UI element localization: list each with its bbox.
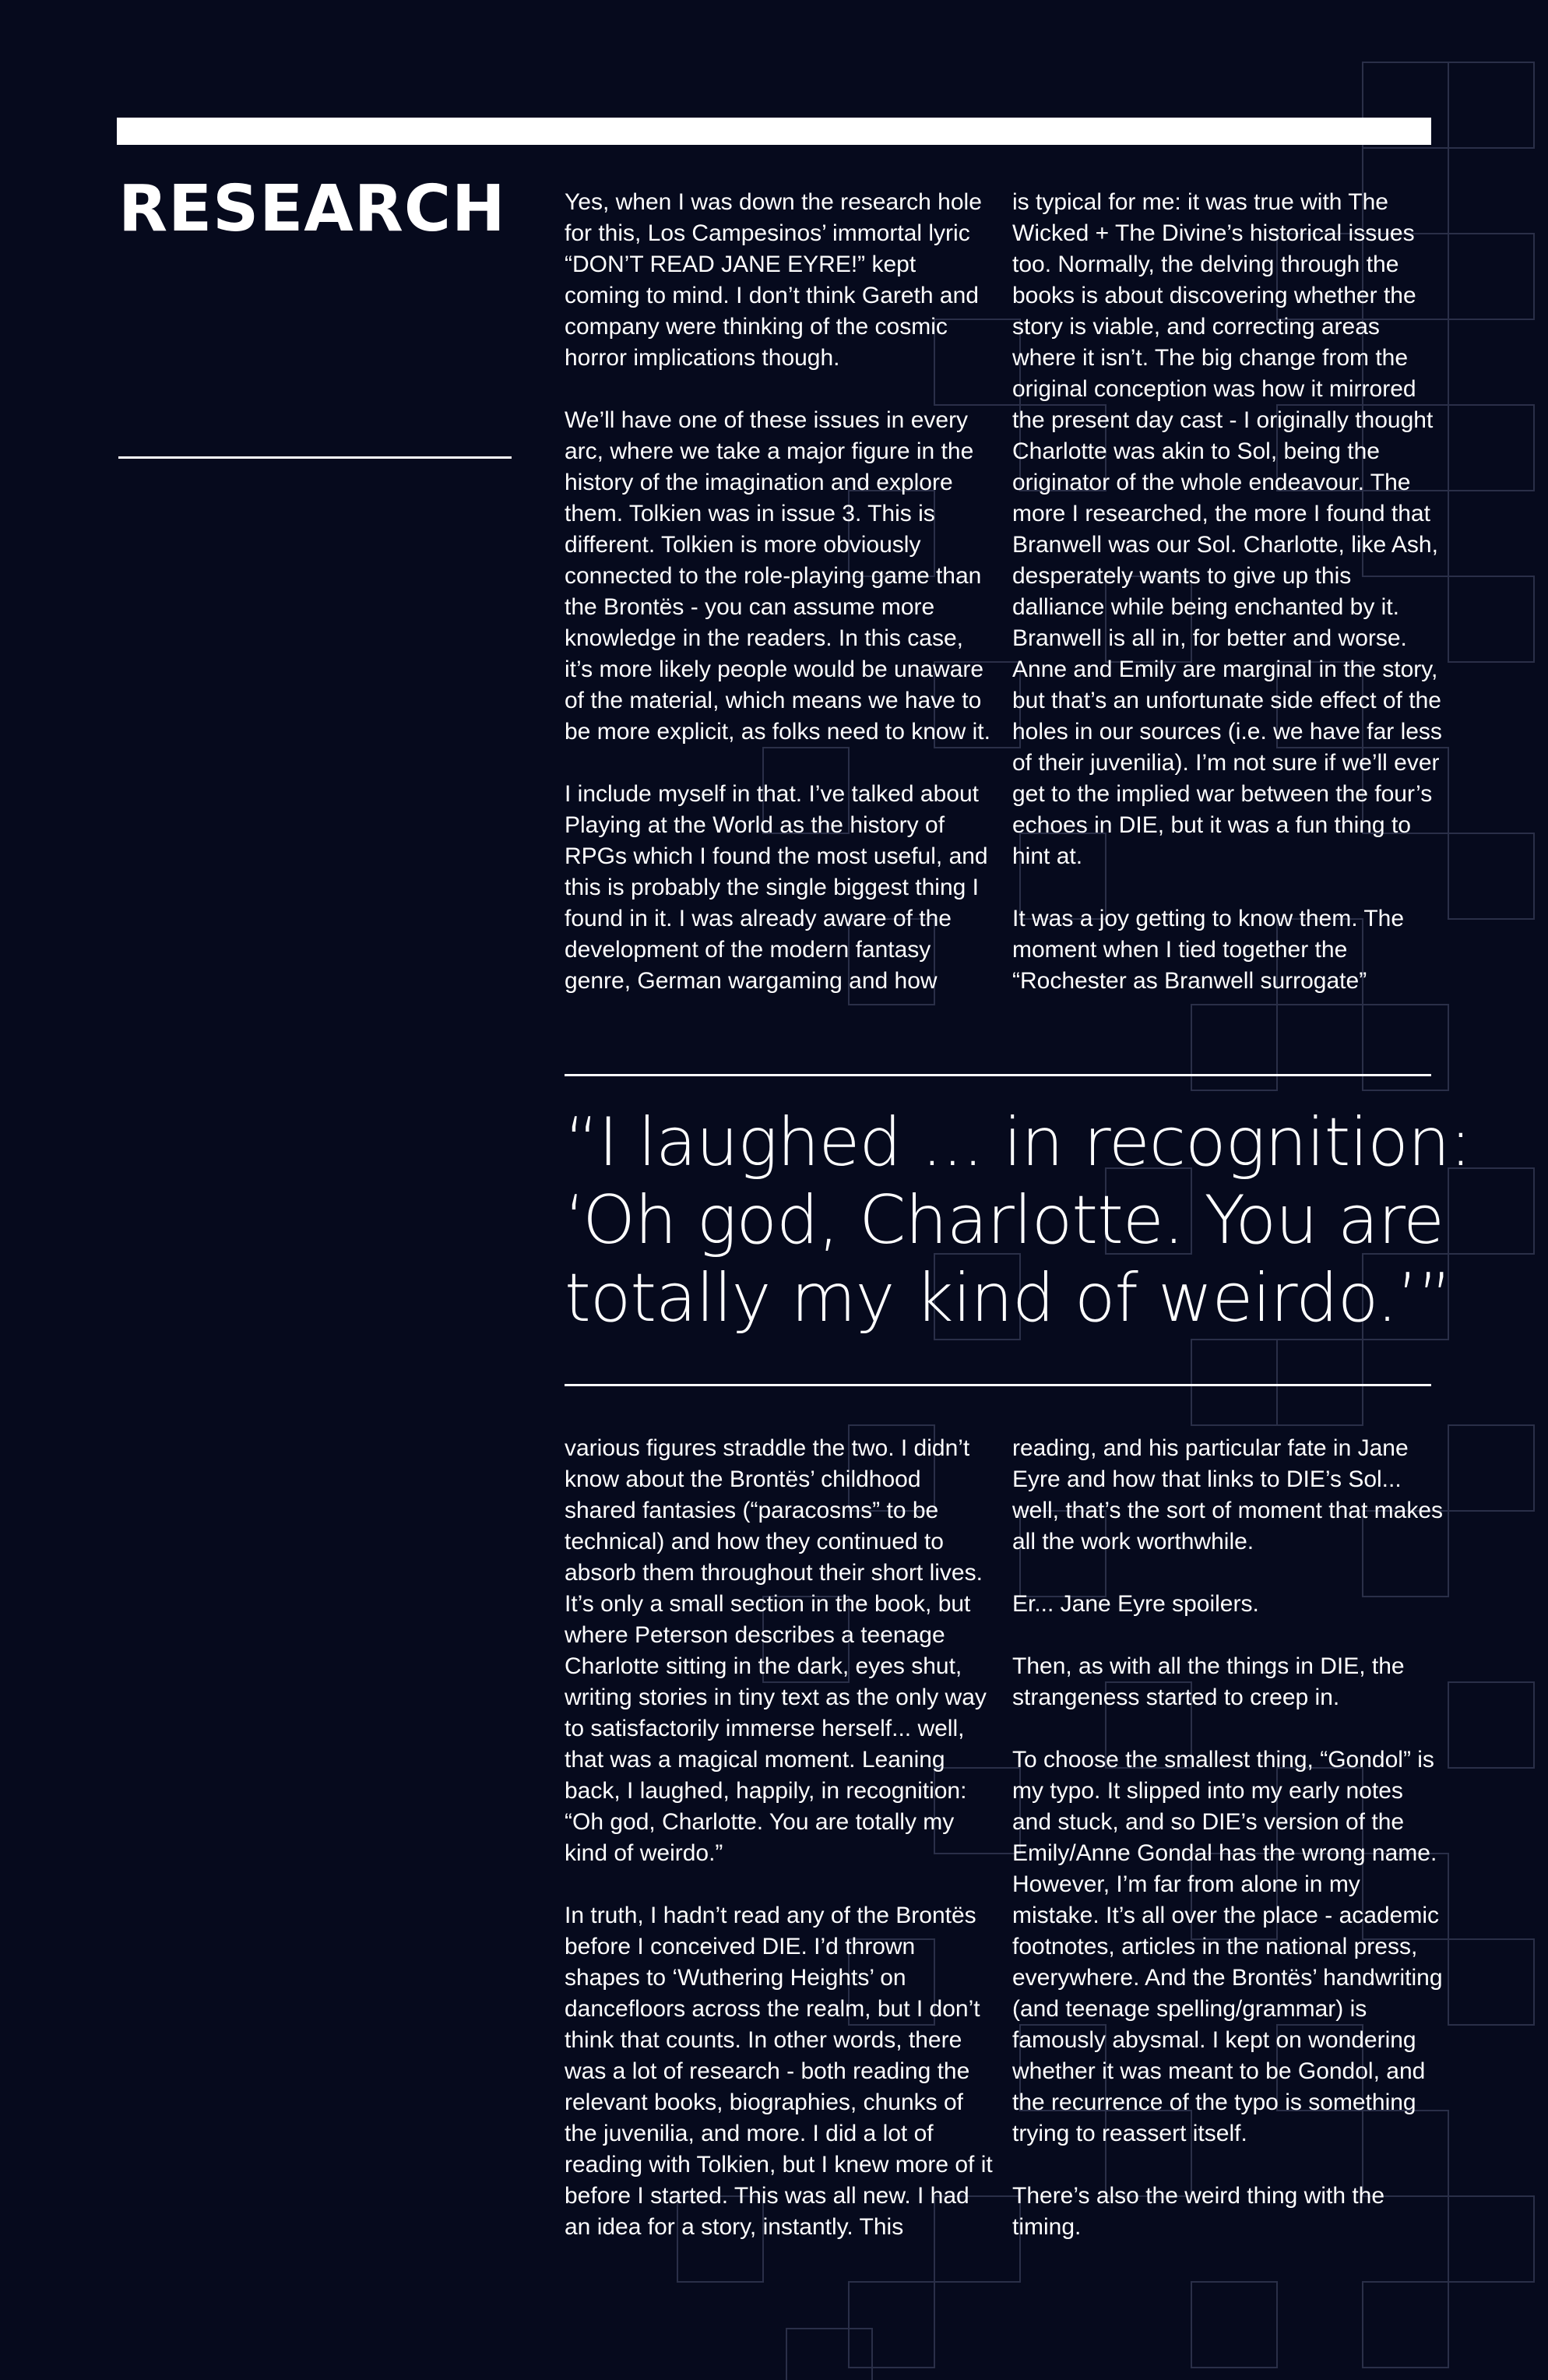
paragraph: Er... Jane Eyre spoilers. bbox=[1012, 1591, 1259, 1617]
paragraph: reading, and his particular fate in Jane Eyre and how that links to DIE’s Sol... well, that’s the sort of moment that makes all the work worthwhile. bbox=[1012, 1435, 1444, 1554]
bottom-right-column bbox=[1012, 1433, 1444, 2243]
top-left-column bbox=[565, 187, 997, 997]
pull-quote-line: ‘Oh god, Charlotte. You are bbox=[565, 1181, 1444, 1259]
paragraph: Then, as with all the things in DIE, the strangeness started to creep in. bbox=[1012, 1653, 1405, 1710]
paragraph: Yes, when I was down the research hole for this, Los Campesinos’ immortal lyric “DON’T READ JANE EYRE!” kept coming to mind. I don’t think Gareth and company were thinking of the cosmic horror implications though. bbox=[565, 189, 982, 371]
paragraph: In truth, I hadn’t read any of the Brontës before I conceived DIE. I’d thrown shapes to ‘Wuthering Heights’ on dancefloors across the realm, but I don’t think that counts. In other words, there was a lot of research - both reading the relevant books, biographies, chunks of the juvenilia, and more. I did a lot of reading with Tolkien, but I knew more of it before I started. This was all new. I had an idea for a story, instantly. This bbox=[565, 1903, 993, 2240]
pull-quote-line: totally my kind of weirdo.’” bbox=[565, 1259, 1452, 1337]
paragraph: is typical for me: it was true with The Wicked + The Divine’s historical issues too. Normally, the delving through the books is about discovering whether the story is viable, and correcting areas where it isn’t. The big change from the original conception was how it mirrored the present day cast - I originally thought Charlotte was akin to Sol, being the originator of the whole endeavour. The more I researched, the more I found that Branwell was our Sol. Charlotte, like Ash, desperately wants to give up this dalliance while being enchanted by it. Branwell is all in, for better and worse. Anne and Emily are marginal in the story, but that’s an unfortunate side effect of the holes in our sources (i.e. we have far less of their juvenilia). I’m not sure if we’ll ever get to the implied war between the four’s echoes in DIE, but it was a fun thing to hint at. bbox=[1012, 189, 1442, 869]
pull-quote-line: “I laughed ... in recognition: bbox=[565, 1104, 1472, 1181]
section-title: RESEARCH bbox=[118, 172, 506, 246]
bottom-left-column bbox=[565, 1433, 997, 2243]
paragraph: It was a joy getting to know them. The moment when I tied together the “Rochester as Branwell surrogate” bbox=[1012, 906, 1405, 994]
side-divider bbox=[118, 456, 512, 459]
top-right-column bbox=[1012, 187, 1444, 997]
pull-quote bbox=[565, 1104, 1472, 1337]
top-rule-bar bbox=[117, 118, 1431, 145]
pull-quote-bottom-rule bbox=[565, 1384, 1431, 1386]
paragraph: I include myself in that. I’ve talked about Playing at the World as the history of RPGs which I found the most useful, and this is probably the single biggest thing I found in it. I was already aware of the development of the modern fantasy genre, German wargaming and how bbox=[565, 781, 988, 994]
paragraph: We’ll have one of these issues in every arc, where we take a major figure in the history of the imagination and explore them. Tolkien was in issue 3. This is different. Tolkien is more obviously connected to the role-playing game than the Brontës - you can assume more knowledge in the readers. In this case, it’s more likely people would be unaware of the material, which means we have to be more explicit, as folks need to know it. bbox=[565, 407, 990, 745]
pull-quote-top-rule bbox=[565, 1074, 1431, 1076]
paragraph: various figures straddle the two. I didn’t know about the Brontës’ childhood shared fantasies (“paracosms” to be technical) and how they continued to absorb them throughout their short lives. It’s only a small section in the book, but where Peterson describes a teenage Charlotte sitting in the dark, eyes shut, writing stories in tiny text as the only way to satisfactorily immerse herself... well, that was a magical moment. Leaning back, I laughed, happily, in recognition: “Oh god, Charlotte. You are totally my kind of weirdo.” bbox=[565, 1435, 987, 1866]
paragraph: There’s also the weird thing with the timing. bbox=[1012, 2183, 1385, 2240]
paragraph: To choose the smallest thing, “Gondol” is my typo. It slipped into my early notes and stuck, and so DIE’s version of the Emily/Anne Gondal has the wrong name. However, I’m far from alone in my mistake. It’s all over the place - academic footnotes, articles in the national press, everywhere. And the Brontës’ handwriting (and teenage spelling/grammar) is famously abysmal. I kept on wondering whether it was meant to be Gondol, and the recurrence of the typo is something trying to reassert itself. bbox=[1012, 1747, 1443, 2146]
